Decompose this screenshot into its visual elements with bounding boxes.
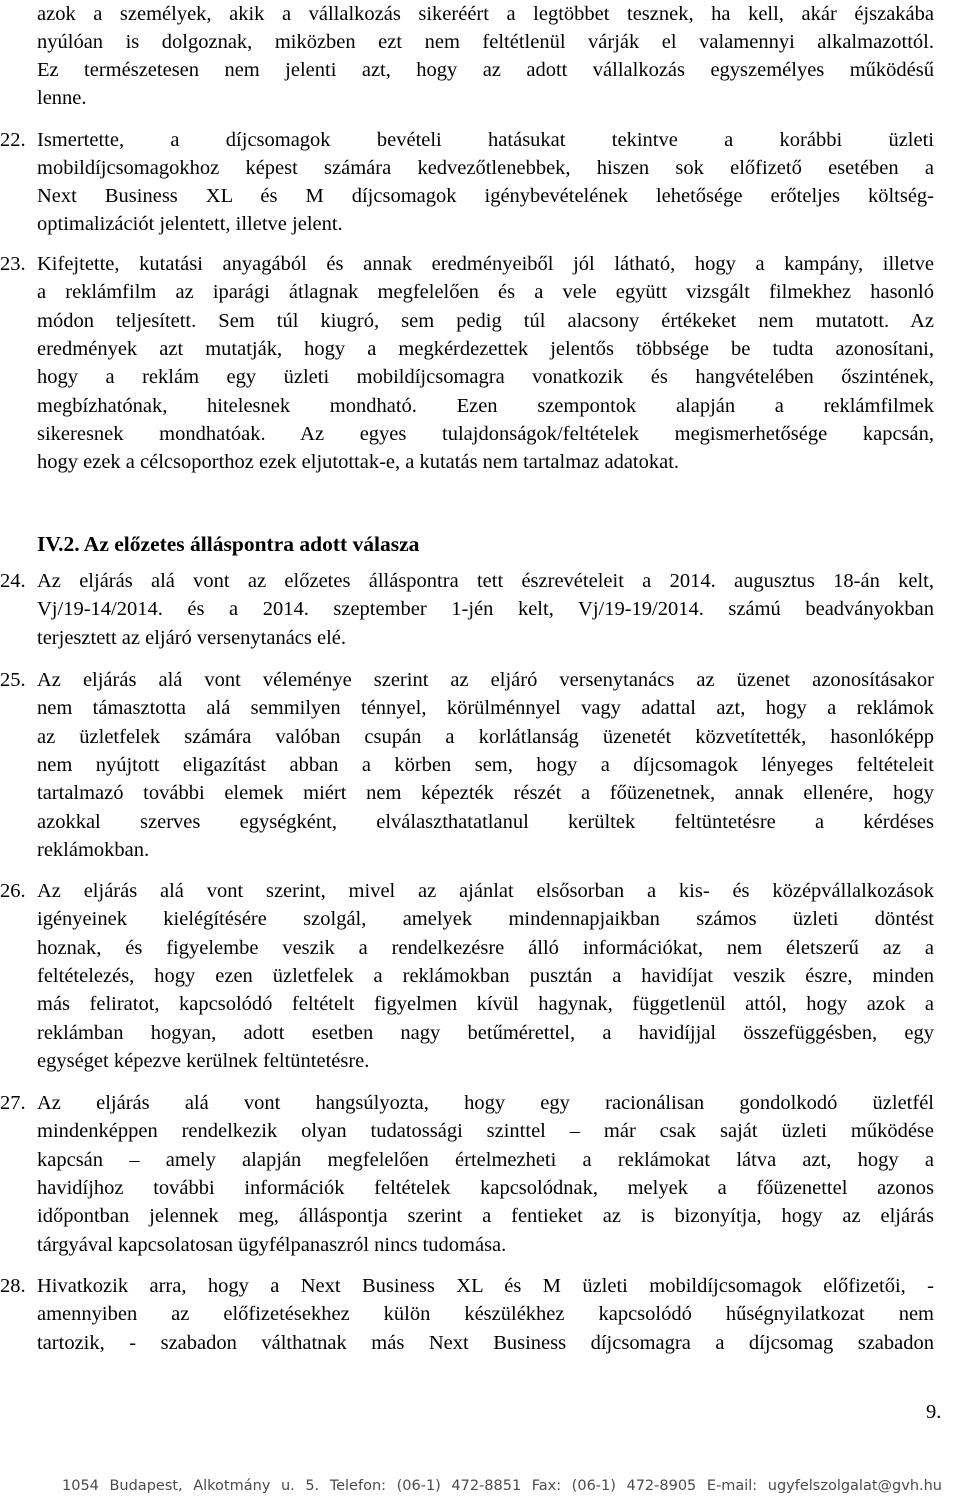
text-line: eredmények azt mutatják, hogy a megkérdezettek jelentős többsége be tudta azonosítani, (37, 338, 934, 360)
text-line: az üzletfelek számára valóban csupán a korlátlanság üzenetét közvetítették, hasonlóképp (37, 726, 934, 748)
text-line: nem nyújtott eligazítást abban a körben sem, hogy a díjcsomagok lényeges feltételeit (37, 754, 934, 776)
text-line: nem támasztotta alá semmilyen ténnyel, körülménnyel vagy adattal azt, hogy a reklámok (37, 697, 934, 719)
text-line: Az eljárás alá vont véleménye szerint az eljáró versenytanács az üzenet azonosításakor (37, 669, 934, 691)
text-line: nyúlóan is dolgoznak, miközben ezt nem feltétlenül várják el valamennyi alkalmazottól. (37, 31, 934, 53)
text-line: sikeresnek mondhatóak. Az egyes tulajdonságok/feltételek megismerhetősége kapcsán, (37, 423, 934, 445)
text-line: reklámokban. (37, 839, 150, 861)
text-line: mindenképpen rendelkezik olyan tudatossági szinttel – már csak saját üzleti működése (37, 1120, 934, 1142)
text-line: egységet képezve kerülnek feltüntetésre. (37, 1050, 370, 1072)
text-line: megbízhatónak, hitelesnek mondható. Ezen szempontok alapján a reklámfilmek (37, 395, 934, 417)
text-line: Next Business XL és M díjcsomagok igénybevételének lehetősége erőteljes költség- (37, 185, 934, 207)
text-line: időpontban jelennek meg, álláspontja szerint a fentieket az is bizonyítja, hogy az eljárás (37, 1205, 934, 1227)
text-line: Kifejtette, kutatási anyagából és annak eredményeiből jól látható, hogy a kampány, illetve (37, 253, 934, 275)
page-number: 9. (926, 1401, 942, 1423)
text-line: módon teljesített. Sem túl kiugró, sem pedig túl alacsony értékeket nem mutatott. Az (37, 310, 934, 332)
text-line: Vj/19-14/2014. és a 2014. szeptember 1-jén kelt, Vj/19-19/2014. számú beadványokban (37, 598, 934, 620)
paragraph-number: 24. (0, 570, 26, 592)
text-line: más feliratot, kapcsolódó feltételt figyelmen kívül hagynak, függetlenül attól, hogy azok a (37, 993, 934, 1015)
paragraph-number: 26. (0, 880, 26, 902)
text-line: kapcsán – amely alapján megfelelően értelmezheti a reklámokat látva azt, hogy a (37, 1149, 934, 1171)
text-line: optimalizációt jelentett, illetve jelent. (37, 213, 343, 235)
paragraph-number: 22. (0, 129, 26, 151)
text-line: azok a személyek, akik a vállalkozás sikeréért a legtöbbet tesznek, ha kell, akár éjszakába (37, 3, 934, 25)
text-line: amennyiben az előfizetésekhez külön készülékhez kapcsolódó hűségnyilatkozat nem (37, 1303, 934, 1325)
paragraph-number: 25. (0, 669, 26, 691)
page-footer: 1054 Budapest, Alkotmány u. 5. Telefon: (06-1) 472-8851 Fax: (06-1) 472-8905 E-mail: ugyfelszolgalat@gvh.hu (62, 1478, 942, 1494)
text-line: Ez természetesen nem jelenti azt, hogy az adott vállalkozás egyszemélyes működésű (37, 59, 934, 81)
text-line: Az eljárás alá vont az előzetes álláspontra tett észrevételeit a 2014. augusztus 18-án kelt, (37, 570, 934, 592)
section-heading: IV.2. Az előzetes álláspontra adott válasza (37, 532, 420, 556)
text-line: Az eljárás alá vont hangsúlyozta, hogy egy racionálisan gondolkodó üzletfél (37, 1092, 934, 1114)
text-line: a reklámfilm az iparági átlagnak megfelelően és a vele együtt vizsgált filmekhez hasonló (37, 281, 934, 303)
text-line: tartalmazó további elemek miért nem képezték részét a főüzenetnek, annak ellenére, hogy (37, 782, 934, 804)
text-line: hoznak, és figyelembe veszik a rendelkezésre álló információkat, nem életszerű az a (37, 937, 934, 959)
text-line: mobildíjcsomagokhoz képest számára kedvezőtlenebbek, hiszen sok előfizető esetében a (37, 157, 934, 179)
paragraph-number: 23. (0, 253, 26, 275)
text-line: terjesztett az eljáró versenytanács elé. (37, 627, 347, 649)
text-line: hogy a reklám egy üzleti mobildíjcsomagra vonatkozik és hangvételében őszintének, (37, 366, 934, 388)
paragraph-number: 27. (0, 1092, 26, 1114)
text-line: tárgyával kapcsolatosan ügyfélpanaszról nincs tudomása. (37, 1234, 507, 1256)
text-line: feltételezés, hogy ezen üzletfelek a reklámokban pusztán a havidíjat veszik észre, minden (37, 965, 934, 987)
text-line: hogy ezek a célcsoporthoz ezek eljutottak-e, a kutatás nem tartalmaz adatokat. (37, 451, 680, 473)
text-line: Hivatkozik arra, hogy a Next Business XL és M üzleti mobildíjcsomagok előfizetői, - (37, 1275, 934, 1297)
text-line: tartozik, - szabadon válthatnak más Next Business díjcsomagra a díjcsomag szabadon (37, 1332, 934, 1354)
paragraph-number: 28. (0, 1275, 26, 1297)
text-line: havidíjhoz további információk feltételek kapcsolódnak, melyek a főüzenettel azonos (37, 1177, 934, 1199)
text-line: Az eljárás alá vont szerint, mivel az ajánlat elsősorban a kis- és középvállalkozások (37, 880, 934, 902)
text-line: igényeinek kielégítésére szolgál, amelyek mindennapjaikban számos üzleti döntést (37, 908, 934, 930)
text-line: lenne. (37, 87, 87, 109)
text-line: azokkal szerves egységként, elválaszthatatlanul kerültek feltüntetésre a kérdéses (37, 811, 934, 833)
text-line: Ismertette, a díjcsomagok bevételi hatásukat tekintve a korábbi üzleti (37, 129, 934, 151)
text-line: reklámban hogyan, adott esetben nagy betűmérettel, a havidíjjal összefüggésben, egy (37, 1022, 934, 1044)
